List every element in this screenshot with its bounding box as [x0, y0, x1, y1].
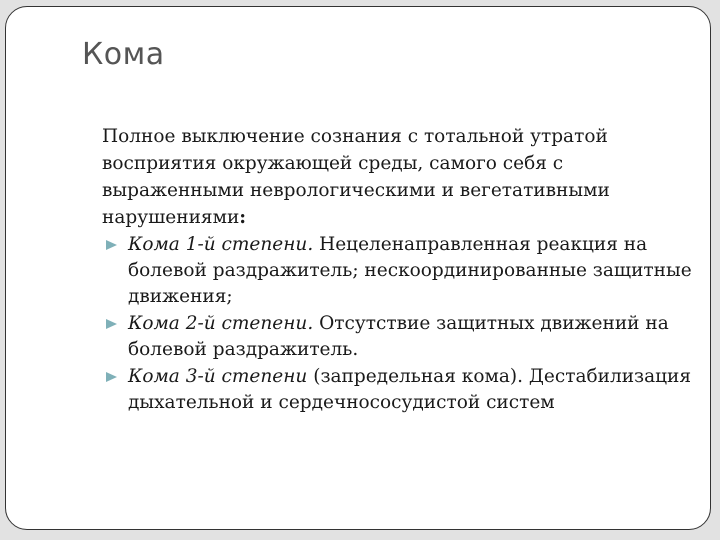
bullet-lead: Кома 1-й степени.: [128, 234, 314, 255]
bullet-lead: Кома 3-й степени: [128, 366, 308, 387]
bullet-lead: Кома 2-й степени.: [128, 313, 314, 334]
bullet-list: [102, 232, 702, 416]
intro-paragraph: [102, 123, 702, 231]
slide-body: [102, 123, 702, 417]
slide-frame: [5, 6, 711, 530]
bullet-text: (запредельная кома). Дестабилизация дыхательной и сердечнососудистой систем: [128, 366, 692, 413]
triangle-bullet-icon: [106, 240, 117, 250]
bullet-item-coma-1: [102, 232, 702, 310]
bullet-text: Нецеленаправленная реакция на болевой раздражитель; нескоординированные защитные движения;: [128, 234, 692, 307]
intro-text: Полное выключение сознания с тотальной утратой восприятия окружающей среды, самого себя с выраженными неврологическими и вегетативными нарушениями: [102, 126, 610, 228]
intro-colon: :: [239, 207, 247, 228]
triangle-bullet-icon: [106, 319, 117, 329]
bullet-item-coma-3: [102, 364, 702, 416]
slide-title: Кома: [82, 37, 165, 72]
triangle-bullet-icon: [106, 372, 117, 382]
bullet-item-coma-2: [102, 311, 702, 363]
bullet-text: Отсутствие защитных движений на болевой раздражитель.: [128, 313, 669, 360]
